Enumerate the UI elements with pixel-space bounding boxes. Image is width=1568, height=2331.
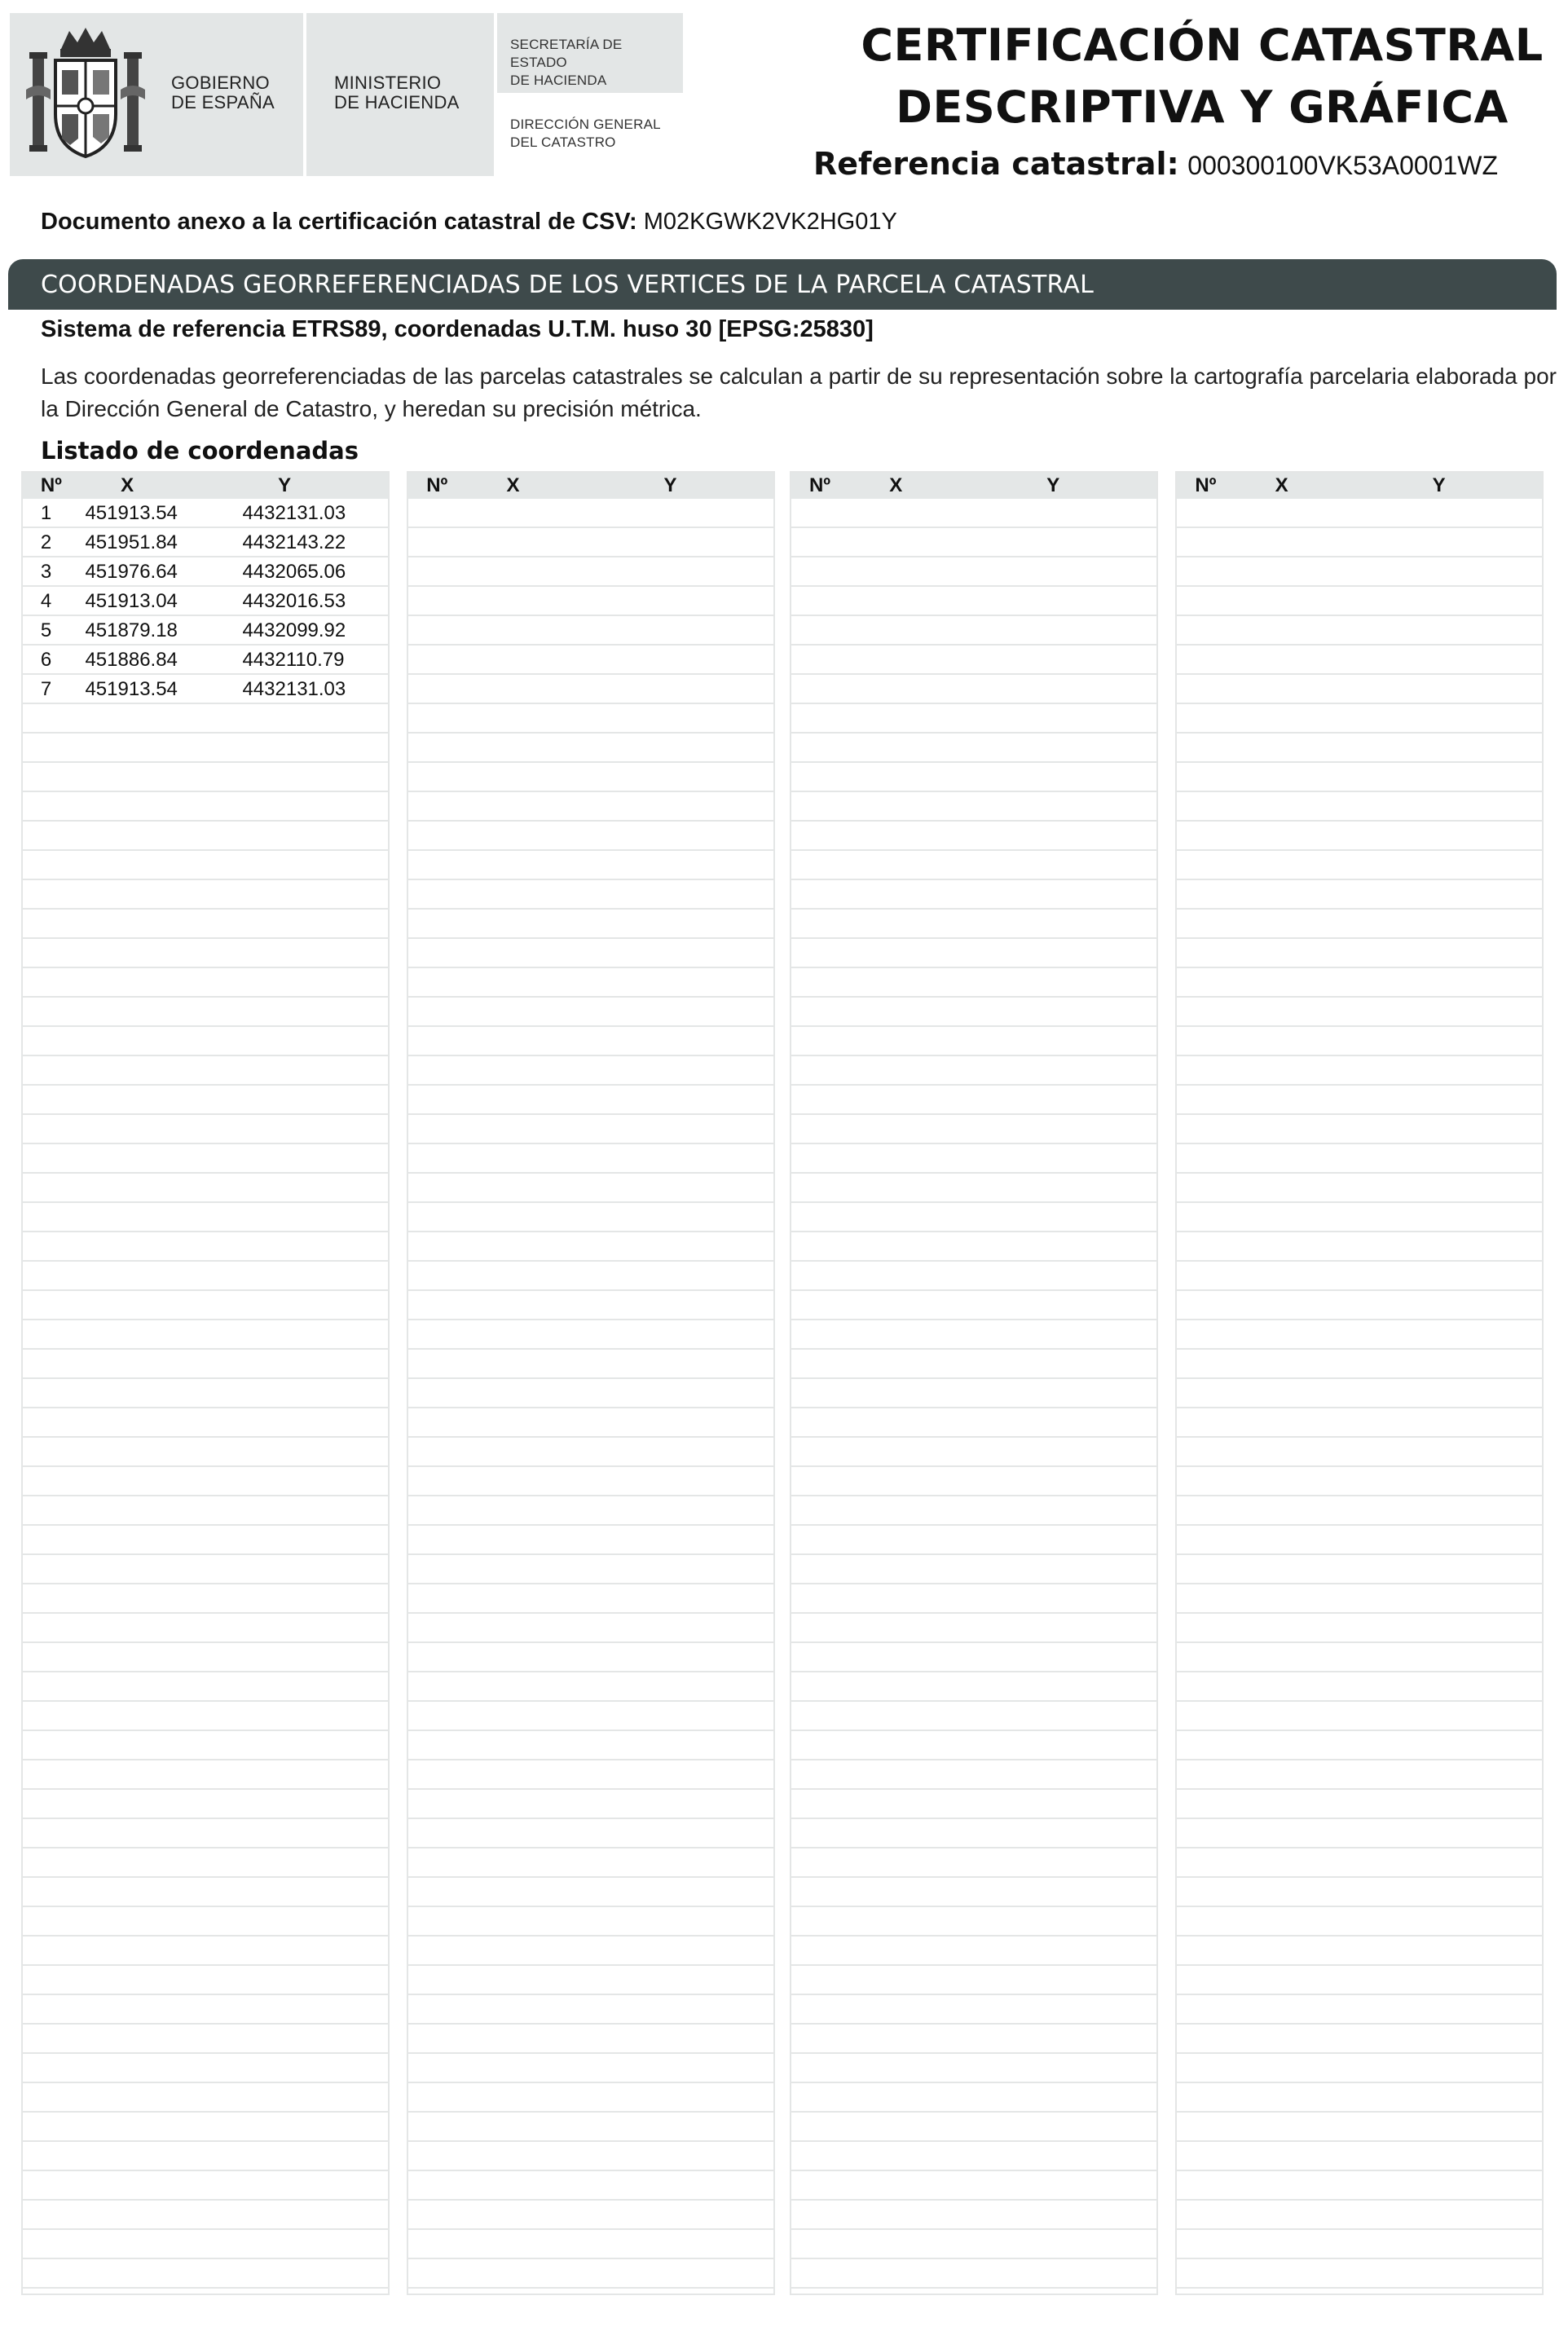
table-row <box>23 616 388 646</box>
ministry-label: MINISTERIO DE HACIENDA <box>334 73 460 112</box>
column-rows <box>408 499 773 2294</box>
header-x: X <box>1275 474 1288 496</box>
vertex-number: 7 <box>40 678 52 700</box>
column-rows <box>1177 499 1542 2294</box>
column-rows <box>23 499 388 2294</box>
coordinate-x: 451886.84 <box>85 649 178 671</box>
vertex-number: 2 <box>40 531 52 553</box>
header-x: X <box>506 474 520 496</box>
header-x: X <box>889 474 903 496</box>
coordinate-y: 4432131.03 <box>242 502 346 524</box>
government-label: GOBIERNO DE ESPAÑA <box>171 73 275 112</box>
header-y: Y <box>1046 474 1060 496</box>
table-row <box>23 528 388 557</box>
coordinate-y: 4432099.92 <box>242 619 346 641</box>
coordinate-column <box>407 471 775 2295</box>
coat-of-arms-icon <box>24 24 147 163</box>
coordinate-x: 451976.64 <box>85 561 178 583</box>
coordinate-x: 451913.54 <box>85 502 178 524</box>
table-row <box>23 499 388 528</box>
header-y: Y <box>1432 474 1446 496</box>
section-description: Las coordenadas georreferenciadas de las parcelas catastrales se calculan a partir de su representación sobre la cartografía parcelaria elaborada por la Dirección General de Catastro, y heredan su precisión métrica. <box>41 364 1557 421</box>
table-row <box>23 646 388 675</box>
vertex-number: 6 <box>40 649 52 671</box>
column-header <box>791 473 1156 499</box>
column-header <box>23 473 388 499</box>
table-row <box>23 675 388 704</box>
column-rows <box>791 499 1156 2294</box>
column-header <box>408 473 773 499</box>
coordinate-y: 4432016.53 <box>242 590 346 612</box>
directorate-label: DIRECCIÓN GENERAL DEL CATASTRO <box>510 117 661 150</box>
vertex-number: 3 <box>40 561 52 583</box>
header-num: Nº <box>1195 474 1217 496</box>
reference-system: Sistema de referencia ETRS89, coordenadas U.T.M. huso 30 [EPSG:25830] <box>41 316 874 342</box>
annex-line <box>41 209 897 236</box>
cadastral-reference-label: Referencia catastral: <box>813 146 1179 182</box>
document-title: CERTIFICACIÓN CATASTRAL DESCRIPTIVA Y GRÁFICA <box>861 20 1544 133</box>
annex-csv-code: M02KGWK2VK2HG01Y <box>643 209 897 235</box>
coordinate-y: 4432143.22 <box>242 531 346 553</box>
coordinate-y: 4432065.06 <box>242 561 346 583</box>
coordinate-column <box>1175 471 1544 2295</box>
coordinate-column <box>21 471 390 2295</box>
vertex-number: 1 <box>40 502 52 524</box>
coordinate-x: 451951.84 <box>85 531 178 553</box>
section-title: COORDENADAS GEORREFERENCIADAS DE LOS VERTICES DE LA PARCELA CATASTRAL <box>41 271 1094 299</box>
coordinate-list-title: Listado de coordenadas <box>41 437 359 465</box>
cadastral-reference <box>813 145 1498 184</box>
coordinate-x: 451879.18 <box>85 619 178 641</box>
vertex-number: 4 <box>40 590 52 612</box>
annex-label: Documento anexo a la certificación catastral de CSV: <box>41 209 637 235</box>
secretariat-label: SECRETARÍA DE ESTADO DE HACIENDA <box>510 37 623 88</box>
coordinate-y: 4432110.79 <box>242 649 345 671</box>
section-header-bar <box>8 259 1557 310</box>
header-num: Nº <box>40 474 62 496</box>
table-row <box>23 587 388 616</box>
header-y: Y <box>278 474 292 496</box>
header-y: Y <box>663 474 677 496</box>
coordinate-table <box>21 471 1544 2295</box>
vertex-number: 5 <box>40 619 52 641</box>
header-num: Nº <box>426 474 448 496</box>
table-row <box>23 557 388 587</box>
coordinate-column <box>790 471 1158 2295</box>
column-header <box>1177 473 1542 499</box>
coordinate-y: 4432131.03 <box>242 678 346 700</box>
cadastral-reference-value: 000300100VK53A0001WZ <box>1187 151 1498 180</box>
header-x: X <box>121 474 134 496</box>
coordinate-x: 451913.54 <box>85 678 178 700</box>
coordinate-x: 451913.04 <box>85 590 178 612</box>
header-num: Nº <box>808 474 831 496</box>
